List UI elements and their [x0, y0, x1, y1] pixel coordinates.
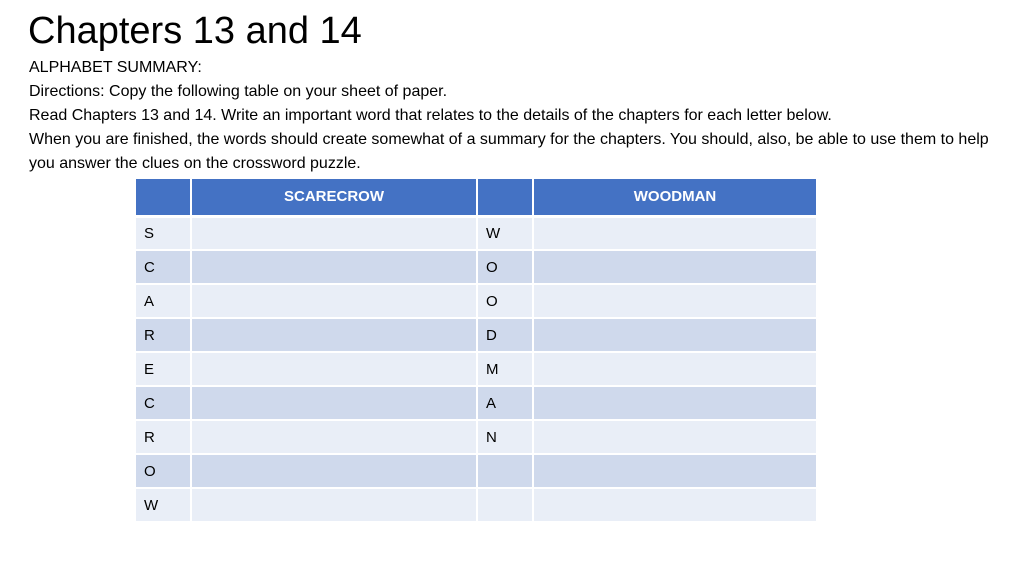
- woodman-word-cell[interactable]: [533, 216, 817, 250]
- scarecrow-letter-cell: W: [135, 488, 191, 522]
- woodman-letter-cell: [477, 454, 533, 488]
- scarecrow-letter-cell: E: [135, 352, 191, 386]
- scarecrow-word-cell[interactable]: [191, 250, 477, 284]
- instructions-line: Read Chapters 13 and 14. Write an important word that relates to the details of the chapters for each letter below.: [29, 107, 832, 124]
- table-header-row: [135, 178, 817, 216]
- directions-text: [29, 56, 989, 176]
- scarecrow-word-cell[interactable]: [191, 284, 477, 318]
- scarecrow-letter-cell: R: [135, 420, 191, 454]
- slide-title: Chapters 13 and 14: [28, 10, 362, 52]
- scarecrow-letter-cell: S: [135, 216, 191, 250]
- woodman-word-cell[interactable]: [533, 454, 817, 488]
- scarecrow-word-cell[interactable]: [191, 454, 477, 488]
- scarecrow-letter-cell: A: [135, 284, 191, 318]
- alphabet-summary-table: [134, 177, 818, 523]
- scarecrow-word-cell[interactable]: [191, 216, 477, 250]
- woodman-letter-cell: A: [477, 386, 533, 420]
- directions-line: Directions: Copy the following table on your sheet of paper.: [29, 83, 448, 100]
- scarecrow-letter-cell: C: [135, 250, 191, 284]
- woodman-word-cell[interactable]: [533, 352, 817, 386]
- table-row: [135, 454, 817, 488]
- woodman-letter-cell: W: [477, 216, 533, 250]
- woodman-word-cell[interactable]: [533, 386, 817, 420]
- table-row: [135, 352, 817, 386]
- woodman-letter-cell: O: [477, 284, 533, 318]
- scarecrow-letter-cell: O: [135, 454, 191, 488]
- table-row: [135, 250, 817, 284]
- scarecrow-letter-cell: R: [135, 318, 191, 352]
- table-row: [135, 216, 817, 250]
- woodman-word-cell[interactable]: [533, 250, 817, 284]
- scarecrow-word-cell[interactable]: [191, 488, 477, 522]
- table-row: [135, 386, 817, 420]
- scarecrow-letter-cell: C: [135, 386, 191, 420]
- completion-note: When you are finished, the words should create somewhat of a summary for the chapters. You should, also, be able to use them to help you answer the clues on the crossword puzzle.: [29, 131, 989, 172]
- scarecrow-word-cell[interactable]: [191, 420, 477, 454]
- woodman-letter-cell: [477, 488, 533, 522]
- woodman-word-cell[interactable]: [533, 318, 817, 352]
- table-row: [135, 488, 817, 522]
- woodman-letter-cell: N: [477, 420, 533, 454]
- scarecrow-word-cell[interactable]: [191, 352, 477, 386]
- summary-heading: ALPHABET SUMMARY:: [29, 59, 202, 76]
- woodman-letter-cell: D: [477, 318, 533, 352]
- woodman-word-cell[interactable]: [533, 488, 817, 522]
- scarecrow-word-cell[interactable]: [191, 318, 477, 352]
- table-row: [135, 284, 817, 318]
- header-woodman: WOODMAN: [533, 178, 817, 216]
- header-scarecrow: SCARECROW: [191, 178, 477, 216]
- woodman-letter-cell: O: [477, 250, 533, 284]
- header-letter-cell-left: [135, 178, 191, 216]
- table-row: [135, 420, 817, 454]
- table-row: [135, 318, 817, 352]
- header-letter-cell-right: [477, 178, 533, 216]
- woodman-letter-cell: M: [477, 352, 533, 386]
- woodman-word-cell[interactable]: [533, 284, 817, 318]
- scarecrow-word-cell[interactable]: [191, 386, 477, 420]
- woodman-word-cell[interactable]: [533, 420, 817, 454]
